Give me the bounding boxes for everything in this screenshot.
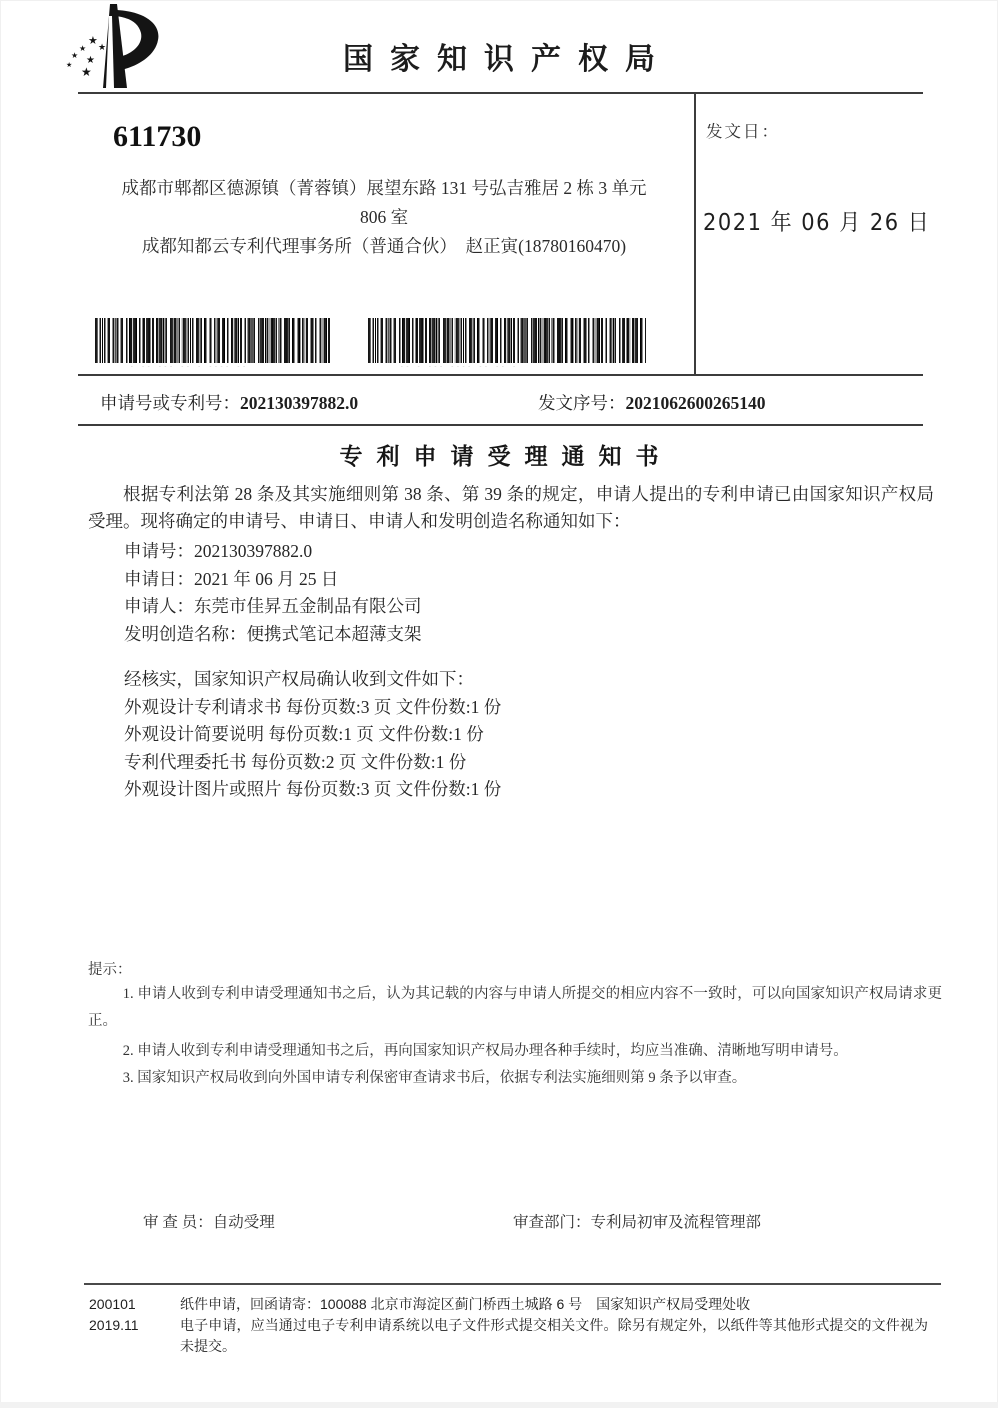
note-item-1: 1. 申请人收到专利申请受理通知书之后，认为其记载的内容与申请人所提交的相应内容不一致时，可以向国家知识产权局请求更正。 <box>88 986 942 1029</box>
received-documents-intro: 经核实，国家知识产权局确认收到文件如下： <box>124 669 474 689</box>
reference-row-bottom-divider <box>78 424 923 426</box>
detail-application-date: 申请日：2021 年 06 月 25 日 <box>124 568 339 589</box>
examiner-label: 审 查 员： <box>143 1214 213 1231</box>
barcode-serial <box>368 318 646 363</box>
recipient-postal-code: 611730 <box>113 120 202 153</box>
serial-number-value: 2021062600265140 <box>625 393 766 413</box>
recipient-address-line2: 806 室 <box>359 207 409 227</box>
header-divider <box>78 92 923 94</box>
issue-date-value: 2021 年 06 月 26 日 <box>703 209 931 236</box>
agency-title: 国家知识产权局 <box>343 43 672 76</box>
detail-applicant: 申请人：东莞市佳昇五金制品有限公司 <box>124 596 422 617</box>
application-number-value: 202130397882.0 <box>240 393 359 413</box>
department-value: 专利局初审及流程管理部 <box>590 1214 762 1231</box>
detail-application-number: 申请号：202130397882.0 <box>124 541 313 561</box>
recipient-agent-line: 成都知都云专利代理事务所（普通合伙） 赵正寅(18780160470) <box>141 236 627 256</box>
reference-row-top-divider <box>78 374 923 376</box>
svg-text:★: ★ <box>98 42 107 52</box>
barcode-application-caption: - -- --- -- - ---- -- <box>130 363 248 370</box>
application-detail-list <box>124 538 422 648</box>
serial-number-label: 发文序号： <box>538 393 626 413</box>
serial-number-field <box>538 390 766 415</box>
address-date-divider <box>694 92 696 376</box>
svg-text:★: ★ <box>81 65 92 79</box>
detail-invention-title: 发明创造名称：便携式笔记本超薄支架 <box>124 623 422 644</box>
notice-title: 专利申请受理通知书 <box>339 444 673 469</box>
application-number-field <box>100 390 358 415</box>
footer-electronic-filing-line: 电子申请，应当通过电子专利申请系统以电子文件形式提交相关文件。除另有规定外，以纸件等其他形式提交的文件视为未提交。 <box>180 1317 928 1354</box>
footer-paper-filing-line: 纸件申请，回函请寄：100088 北京市海淀区蓟门桥西土城路 6 号 国家知识产权局受理处收 <box>180 1296 751 1312</box>
footer-form-version: 2019.11 <box>89 1317 139 1333</box>
svg-text:★: ★ <box>71 51 79 60</box>
recipient-address-block <box>95 174 673 261</box>
notes-heading: 提示： <box>88 962 132 978</box>
footer-form-code: 200101 <box>89 1296 136 1312</box>
recipient-address-line1: 成都市郫都区德源镇（菁蓉镇）展望东路 131 号弘吉雅居 2 栋 3 单元 <box>121 178 647 198</box>
examiner-value: 自动受理 <box>212 1214 275 1231</box>
received-document-item: 外观设计图片或照片 每份页数:3 页 文件份数:1 份 <box>124 779 502 800</box>
barcode-application <box>95 318 332 363</box>
examining-department-field <box>513 1210 761 1232</box>
examiner-field <box>143 1210 275 1232</box>
application-number-label: 申请号或专利号： <box>100 393 240 413</box>
svg-text:★: ★ <box>86 55 95 66</box>
scan-edge <box>0 1402 998 1408</box>
received-document-item: 外观设计专利请求书 每份页数:3 页 文件份数:1 份 <box>124 696 502 717</box>
footer-form-codes <box>89 1294 139 1336</box>
note-item-2: 2. 申请人收到专利申请受理通知书之后，再向国家知识产权局办理各种手续时，均应当准确、清晰地写明申请号。 <box>122 1043 848 1059</box>
svg-text:★: ★ <box>79 44 87 53</box>
department-label: 审查部门： <box>513 1214 591 1231</box>
received-documents-list <box>124 666 501 804</box>
notice-body-paragraph: 根据专利法第 28 条及其实施细则第 38 条、第 39 条的规定，申请人提出的专利申请已由国家知识产权局受理。现将确定的申请号、申请日、申请人和发明创造名称通知如下： <box>88 484 934 531</box>
svg-text:★: ★ <box>66 61 73 69</box>
received-document-item: 专利代理委托书 每份页数:2 页 文件份数:1 份 <box>124 751 467 772</box>
svg-text:★: ★ <box>88 35 98 47</box>
note-item-3: 3. 国家知识产权局收到向外国申请专利保密审查请求书后，依据专利法实施细则第 9 条予以审查。 <box>122 1070 747 1086</box>
footer-divider <box>84 1283 941 1285</box>
footer-instructions <box>180 1294 928 1357</box>
issue-date-label: 发文日： <box>706 122 780 141</box>
received-document-item: 外观设计简要说明 每份页数:1 页 文件份数:1 份 <box>124 724 484 745</box>
barcode-serial-caption: -- - --- ---- -- -- - <box>400 363 518 370</box>
